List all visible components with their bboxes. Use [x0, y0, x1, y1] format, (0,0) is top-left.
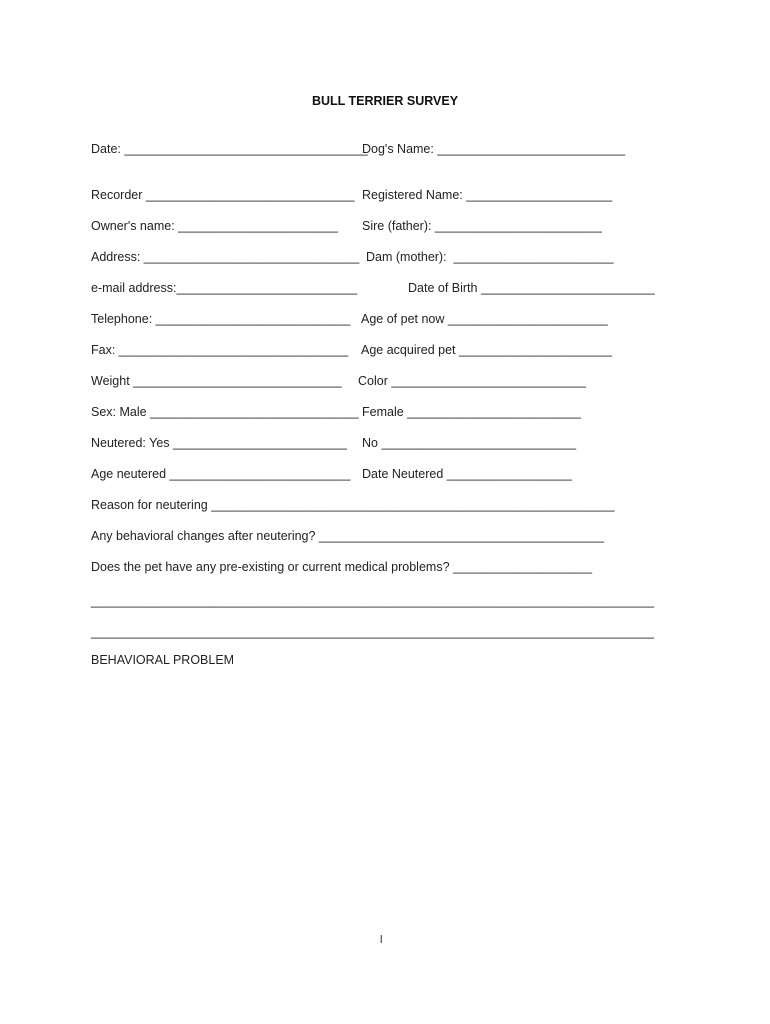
- behavioral-changes-field[interactable]: Any behavioral changes after neutering? _________________________________________: [91, 529, 604, 543]
- neutered-yes-field[interactable]: Neutered: Yes _________________________: [91, 436, 347, 450]
- date-field[interactable]: Date: ___________________________________: [91, 142, 368, 156]
- owners-name-field[interactable]: Owner's name: _______________________: [91, 219, 339, 233]
- medical-problems-field[interactable]: Does the pet have any pre-existing or current medical problems? ____________________: [91, 560, 593, 574]
- address-field[interactable]: Address: _______________________________: [91, 250, 360, 264]
- page-number: l: [380, 934, 383, 946]
- email-field[interactable]: e-mail address:__________________________: [91, 281, 358, 295]
- telephone-field[interactable]: Telephone: ____________________________: [91, 312, 351, 326]
- survey-title: BULL TERRIER SURVEY: [311, 94, 459, 108]
- fax-field[interactable]: Fax: _________________________________: [91, 343, 349, 357]
- sex-male-field[interactable]: Sex: Male ______________________________: [91, 405, 359, 419]
- dogs-name-field[interactable]: Dog's Name: ___________________________: [362, 142, 626, 156]
- age-acquired-field[interactable]: Age acquired pet ______________________: [361, 343, 612, 357]
- color-field[interactable]: Color ____________________________: [358, 374, 586, 388]
- registered-name-field[interactable]: Registered Name: _____________________: [362, 188, 613, 202]
- date-neutered-field[interactable]: Date Neutered __________________: [362, 467, 572, 481]
- date-of-birth-field[interactable]: Date of Birth _________________________: [408, 281, 655, 295]
- sire-field[interactable]: Sire (father): ________________________: [362, 219, 602, 233]
- recorder-field[interactable]: Recorder ______________________________: [91, 188, 355, 202]
- neutered-no-field[interactable]: No ____________________________: [362, 436, 577, 450]
- age-now-field[interactable]: Age of pet now _______________________: [361, 312, 608, 326]
- blank-line[interactable]: _________________________________________________________________________________: [91, 594, 655, 608]
- dam-field[interactable]: Dam (mother): _______________________: [366, 250, 614, 264]
- behavioral-problem-heading: BEHAVIORAL PROBLEM: [91, 653, 235, 667]
- blank-line[interactable]: _________________________________________________________________________________: [91, 625, 655, 639]
- female-field[interactable]: Female _________________________: [362, 405, 581, 419]
- weight-field[interactable]: Weight ______________________________: [91, 374, 342, 388]
- reason-for-neutering-field[interactable]: Reason for neutering __________________________________________________________: [91, 498, 615, 512]
- age-neutered-field[interactable]: Age neutered __________________________: [91, 467, 351, 481]
